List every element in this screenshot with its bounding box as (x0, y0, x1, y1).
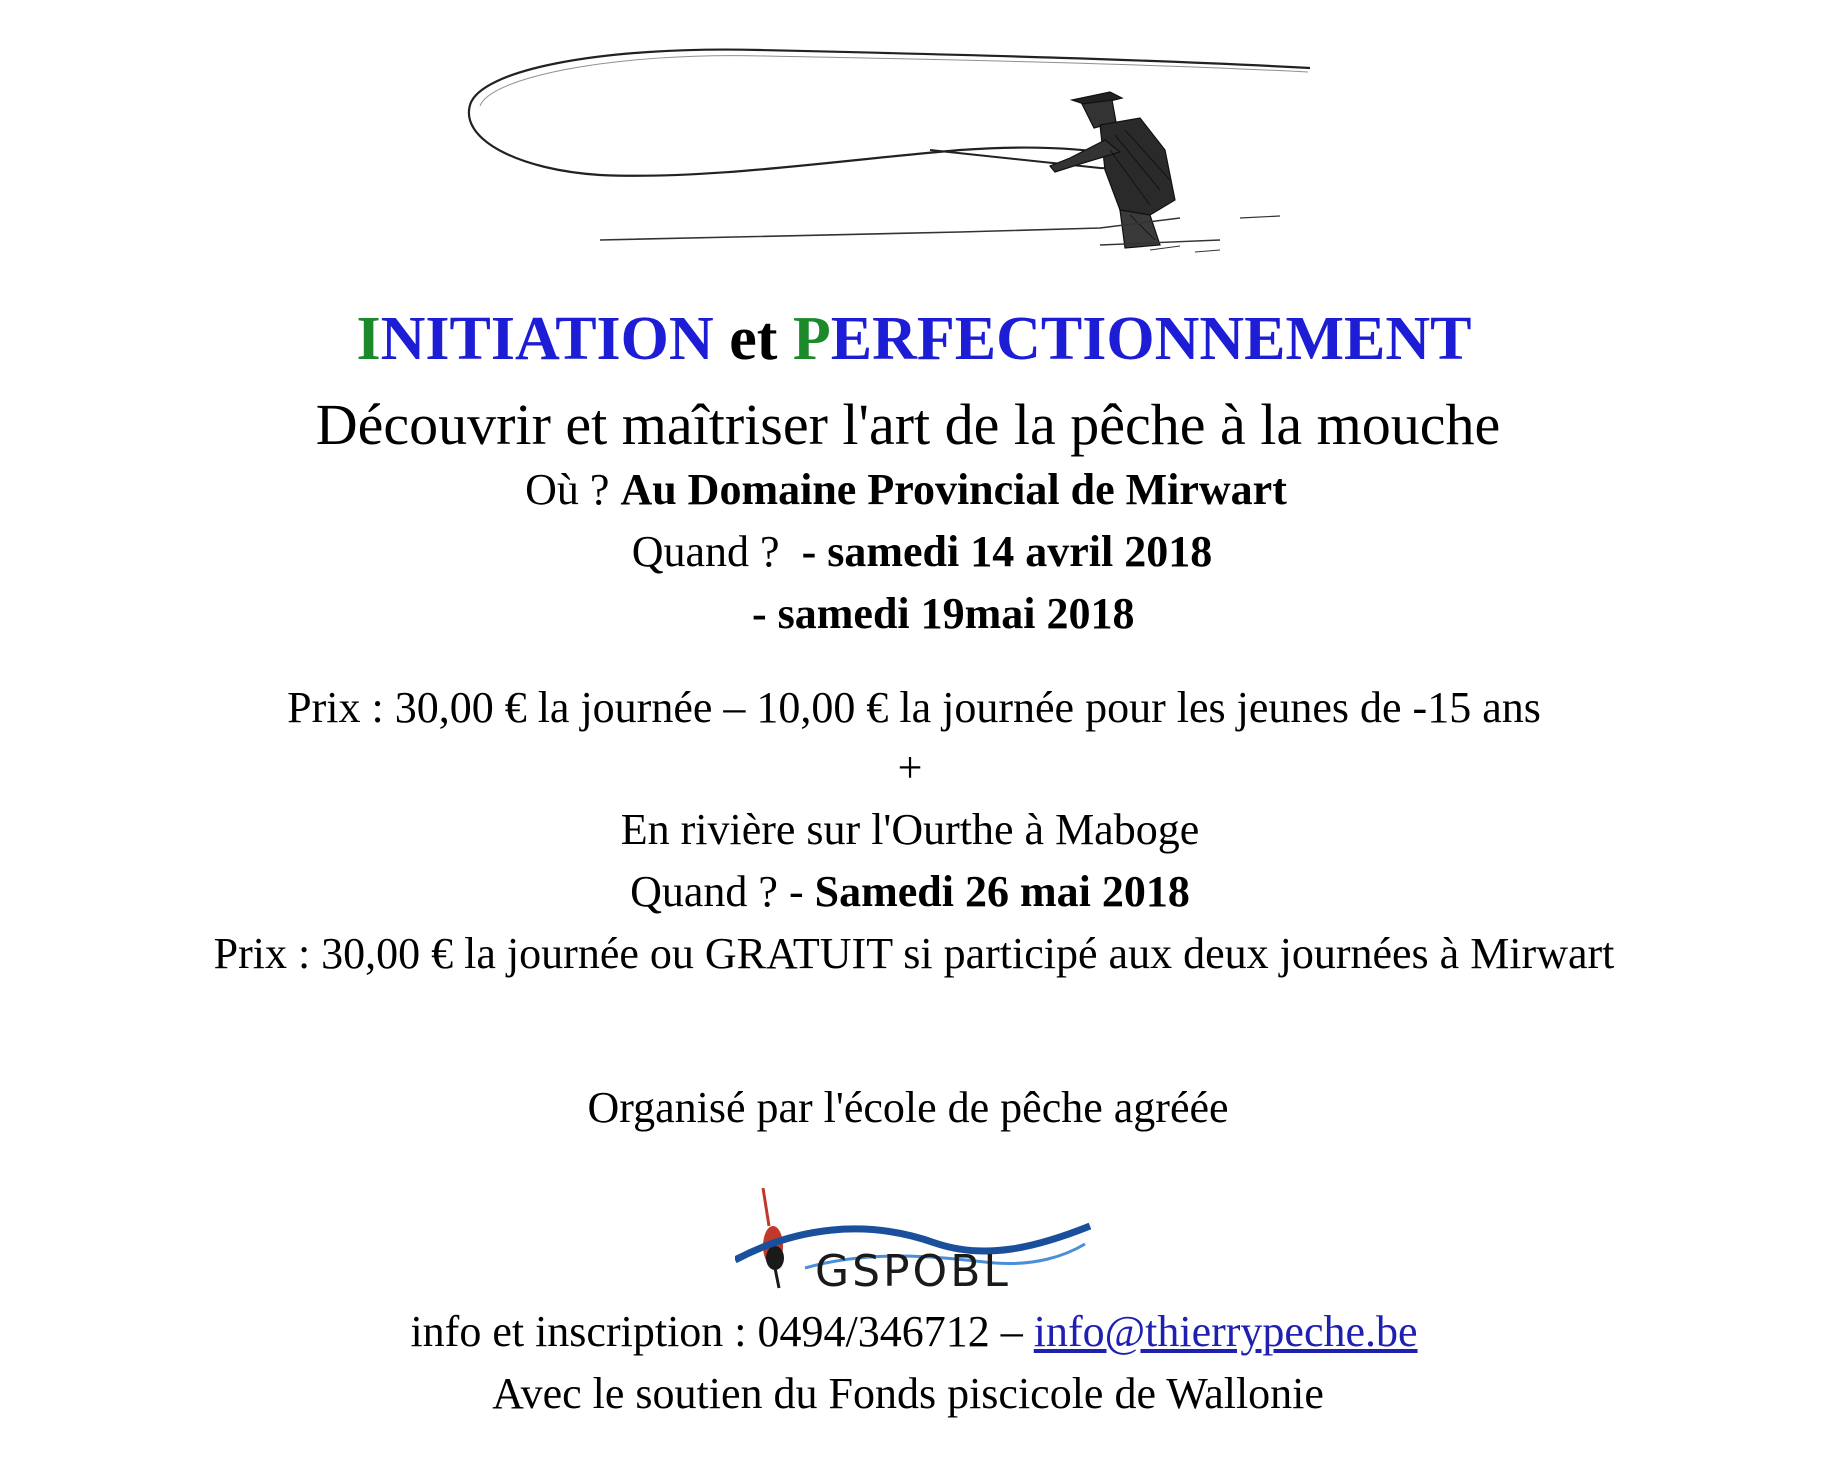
email-link[interactable]: info@thierrypeche.be (1033, 1307, 1418, 1356)
main-title (0, 305, 1828, 373)
mirwart-date-1 (8, 527, 1828, 576)
where-label: Où ? (525, 465, 610, 514)
title-initiation-initial: I (356, 305, 381, 373)
organizer: Organisé par l'école de pêche agréée (587, 1083, 1229, 1132)
where-value: Au Domaine Provincial de Mirwart (620, 465, 1287, 514)
title-perfectionnement: ERFECTIONNEMENT (830, 305, 1472, 373)
river-when-label: Quand ? - (630, 867, 804, 916)
gspobl-logo (735, 1188, 1095, 1298)
river-date-value: Samedi 26 mai 2018 (814, 867, 1190, 916)
river-location: En rivière sur l'Ourthe à Maboge (620, 805, 1200, 854)
river-date (0, 867, 1824, 916)
support-line: Avec le soutien du Fonds piscicole de Wallonie (492, 1369, 1324, 1418)
date-2: - samedi 19mai 2018 (752, 589, 1135, 638)
river-price: Prix : 30,00 € la journée ou GRATUIT si participé aux deux journées à Mirwart (213, 929, 1615, 978)
logo-text: GSPOBL (815, 1246, 1011, 1297)
contact-label: info et inscription : 0494/346712 – (410, 1307, 1023, 1356)
title-perfectionnement-initial: P (792, 305, 831, 373)
title-connector: et (729, 305, 778, 373)
fly-fisherman-illustration (460, 40, 1340, 290)
contact-line (0, 1307, 1828, 1356)
mirwart-price: Prix : 30,00 € la journée – 10,00 € la journée pour les jeunes de -15 ans (287, 683, 1541, 732)
plus-sign: + (897, 743, 923, 792)
mirwart-location (0, 465, 1820, 514)
date-1: - samedi 14 avril 2018 (801, 527, 1213, 576)
title-initiation: NITIATION (380, 305, 714, 373)
when-label: Quand ? (631, 527, 780, 576)
subtitle: Découvrir et maîtriser l'art de la pêche à la mouche (315, 392, 1501, 457)
